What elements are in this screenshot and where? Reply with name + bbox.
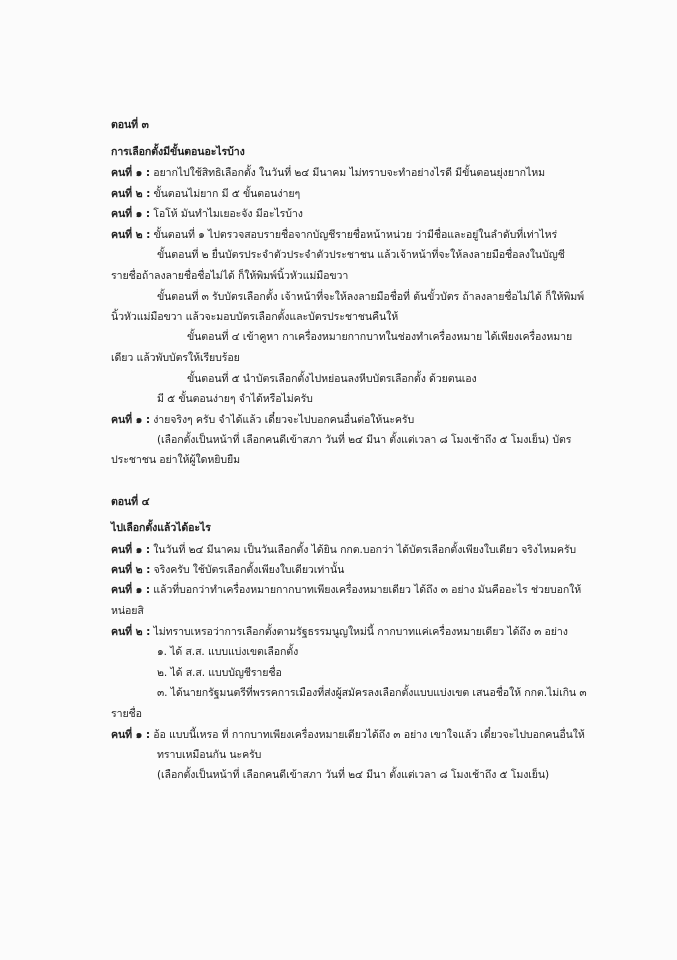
dialogue-line xyxy=(111,413,414,427)
step-4-line-1: ขั้นตอนที่ ๔ เข้าคูหา กาเครื่องหมายกากบาทในช่องทำเครื่องหมาย ได้เพียงเครื่องหมาย xyxy=(187,331,573,343)
dialogue-text: ง่ายจริงๆ ครับ จำได้แล้ว เดี๋ยวจะไปบอกคนอื่นต่อให้นะครับ xyxy=(153,414,415,426)
dialogue-line xyxy=(111,563,344,577)
list-item: ๒. ได้ ส.ส. แบบบัญชีรายชื่อ xyxy=(157,667,282,679)
list-item: ๓. ได้นายกรัฐมนตรีที่พรรคการเมืองที่ส่งผู้สมัครลงเลือกตั้งแบบแบ่งเขต เสนอชื่อให้ กกต.ไม่เกิน ๓ xyxy=(157,687,587,699)
list-item: ๑. ได้ ส.ส. แบบแบ่งเขตเลือกตั้ง xyxy=(157,646,299,658)
dialogue-line xyxy=(111,625,568,639)
dialogue-text: อ้อ แบบนี้เหรอ ที่ กากบาทเพียงเครื่องหมายเดียวได้ถึง ๓ อย่าง เขาใจแล้ว เดี๋ยวจะไปบอกคนอื่นให้ xyxy=(153,729,585,741)
speaker-label: คนที่ ๑ : xyxy=(111,729,150,741)
section-4-heading: ตอนที่ ๔ xyxy=(111,496,150,508)
speaker-label: คนที่ ๒ : xyxy=(111,564,151,576)
dialogue-line xyxy=(111,187,300,201)
dialogue-text: ขั้นตอนไม่ยาก มี ๕ ขั้นตอนง่ายๆ xyxy=(153,188,301,200)
dialogue-line xyxy=(111,728,585,742)
speaker-label: คนที่ ๑ : xyxy=(111,414,150,426)
dialogue-line xyxy=(111,543,576,557)
list-item-continuation: รายชื่อ xyxy=(111,708,142,720)
speaker-label: คนที่ ๑ : xyxy=(111,544,150,556)
step-2-line-1: ขั้นตอนที่ ๒ ยื่นบัตรประจำตัวประจำตัวประชาชน แล้วเจ้าหน้าที่จะให้ลงลายมือชื่อลงในบัญชี xyxy=(157,249,565,261)
note-line-1: (เลือกตั้งเป็นหน้าที่ เลือกคนดีเข้าสภา วันที่ ๒๔ มีนา ตั้งแต่เวลา ๘ โมงเช้าถึง ๕ โมงเย็น) บัตร xyxy=(157,434,572,446)
dialogue-line xyxy=(111,228,557,242)
step-4-line-2: เดียว แล้วพับบัตรให้เรียบร้อย xyxy=(111,352,240,364)
dialogue-text: ขั้นตอนที่ ๑ ไปตรวจสอบรายชื่อจากบัญชีรายชื่อหน้าหน่วย ว่ามีชื่อและอยู่ในลำดับที่เท่าไหร่ xyxy=(153,229,558,241)
dialogue-text: ในวันที่ ๒๔ มีนาคม เป็นวันเลือกตั้ง ได้ยิน กกต.บอกว่า ได้บัตรเลือกตั้งเพียงใบเดียว จริงไหมครับ xyxy=(153,544,577,556)
dialogue-continuation: ทราบเหมือนกัน นะครับ xyxy=(157,749,262,761)
step-3-line-1: ขั้นตอนที่ ๓ รับบัตรเลือกตั้ง เจ้าหน้าที่จะให้ลงลายมือชื่อที่ ต้นขั้วบัตร ถ้าลงลายชื่อไม่ได้ ก็ให้พิมพ์ xyxy=(157,291,585,303)
speaker-label: คนที่ ๒ : xyxy=(111,626,151,638)
dialogue-continuation: หน่อยสิ xyxy=(111,605,144,617)
note-line: (เลือกตั้งเป็นหน้าที่ เลือกคนดีเข้าสภา วันที่ ๒๔ มีนา ตั้งแต่เวลา ๘ โมงเช้าถึง ๕ โมงเย็น) xyxy=(157,769,550,781)
speaker-label: คนที่ ๑ : xyxy=(111,167,150,179)
step-5-line: ขั้นตอนที่ ๕ นำบัตรเลือกตั้งไปหย่อนลงหีบบัตรเลือกตั้ง ด้วยตนเอง xyxy=(187,373,477,385)
dialogue-line xyxy=(111,207,303,221)
speaker-label: คนที่ ๑ : xyxy=(111,208,150,220)
speaker-label: คนที่ ๒ : xyxy=(111,188,151,200)
dialogue-text: โอโห้ มันทำไมเยอะจัง มีอะไรบ้าง xyxy=(153,208,303,220)
dialogue-text: แล้วที่บอกว่าทำเครื่องหมายกากบาทเพียงเครื่องหมายเดียว ได้ถึง ๓ อย่าง มันคืออะไร ช่วยบอกให้ xyxy=(153,584,582,596)
dialogue-text: จริงครับ ใช้บัตรเลือกตั้งเพียงใบเดียวเท่านั้น xyxy=(153,564,345,576)
note-line-2: ประชาชน อย่าให้ผู้ใดหยิบยืม xyxy=(111,454,240,466)
dialogue-text: อยากไปใช้สิทธิเลือกตั้ง ในวันที่ ๒๔ มีนาคม ไม่ทราบจะทำอย่างไรดี มีขั้นตอนยุ่งยากไหม xyxy=(153,167,545,179)
speaker-label: คนที่ ๒ : xyxy=(111,229,151,241)
summary-line: มี ๕ ขั้นตอนง่ายๆ จำได้หรือไม่ครับ xyxy=(157,393,313,405)
section-3-heading: ตอนที่ ๓ xyxy=(111,119,149,131)
dialogue-line xyxy=(111,583,581,597)
speaker-label: คนที่ ๑ : xyxy=(111,584,150,596)
step-2-line-2: รายชื่อถ้าลงลายชื่อชื่อไม่ได้ ก็ให้พิมพ์นิ้วหัวแม่มือขวา xyxy=(111,270,349,282)
dialogue-line xyxy=(111,166,545,180)
section-3-title: การเลือกตั้งมีขั้นตอนอะไรบ้าง xyxy=(111,146,245,158)
step-3-line-2: นิ้วหัวแม่มือขวา แล้วจะมอบบัตรเลือกตั้งและบัตรประชาชนคืนให้ xyxy=(111,311,399,323)
section-4-title: ไปเลือกตั้งแล้วได้อะไร xyxy=(111,522,211,534)
dialogue-text: ไม่ทราบเหรอว่าการเลือกตั้งตามรัฐธรรมนูญใหม่นี้ กากบาทแค่เครื่องหมายเดียว ได้ถึง ๓ อย่าง xyxy=(153,626,568,638)
